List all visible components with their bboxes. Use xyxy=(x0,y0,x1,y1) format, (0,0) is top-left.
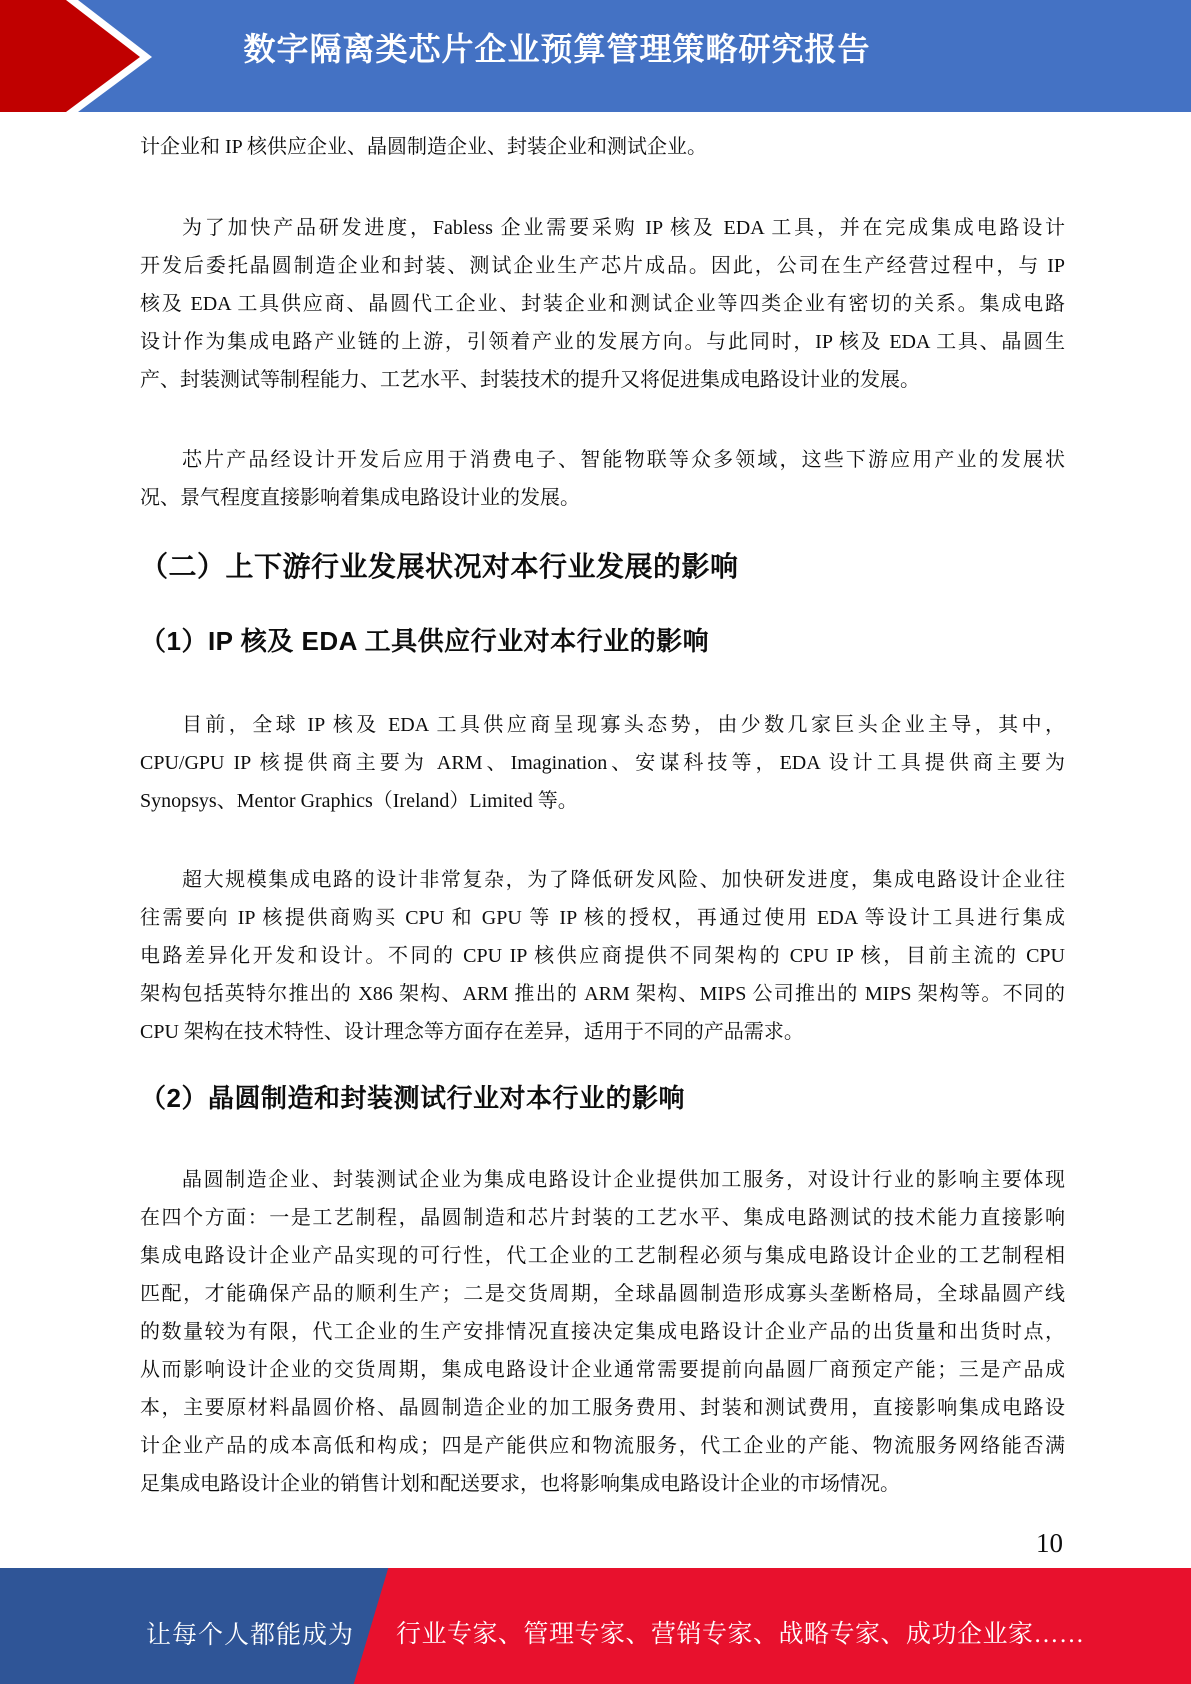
sub-heading: （2）晶圆制造和封装测试行业对本行业的影响 xyxy=(140,1083,685,1113)
body-line: 况、景气程度直接影响着集成电路设计业的发展。 xyxy=(140,487,580,509)
section-heading: （二）上下游行业发展状况对本行业发展的影响 xyxy=(140,551,739,582)
body-line: 在四个方面：一是工艺制程，晶圆制造和芯片封装的工艺水平、集成电路测试的技术能力直接影响 xyxy=(140,1207,1065,1229)
body-line: CPU/GPU IP 核提供商主要为 ARM、Imagination、安谋科技等，EDA 设计工具提供商主要为 xyxy=(140,752,1065,774)
body-line: 本，主要原材料晶圆价格、晶圆制造企业的加工服务费用、封装和测试费用，直接影响集成电路设 xyxy=(140,1397,1065,1419)
body-line: 匹配，才能确保产品的顺利生产；二是交货周期，全球晶圆制造形成寡头垄断格局，全球晶圆产线 xyxy=(140,1283,1065,1305)
body-line: 超大规模集成电路的设计非常复杂，为了降低研发风险、加快研发进度，集成电路设计企业往 xyxy=(182,869,1065,891)
body-line: CPU 架构在技术特性、设计理念等方面存在差异，适用于不同的产品需求。 xyxy=(140,1021,804,1043)
body-line: 目前，全球 IP 核及 EDA 工具供应商呈现寡头态势，由少数几家巨头企业主导，其中， xyxy=(182,714,1065,736)
paragraph xyxy=(140,1161,1065,1503)
document-body xyxy=(140,112,1065,1558)
body-line: 往需要向 IP 核提供商购买 CPU 和 GPU 等 IP 核的授权，再通过使用 EDA 等设计工具进行集成 xyxy=(140,907,1065,929)
paragraph xyxy=(140,209,1065,399)
body-line: 从而影响设计企业的交货周期，集成电路设计企业通常需要提前向晶圆厂商预定产能；三是产品成 xyxy=(140,1359,1065,1381)
body-line: 集成电路设计企业产品实现的可行性，代工企业的工艺制程必须与集成电路设计企业的工艺制程相 xyxy=(140,1245,1065,1267)
red-chevron-arrow-icon xyxy=(0,0,170,112)
body-line: Synopsys、Mentor Graphics（Ireland）Limited 等。 xyxy=(140,790,578,812)
body-line: 核及 EDA 工具供应商、晶圆代工企业、封装企业和测试企业等四类企业有密切的关系。集成电路 xyxy=(140,293,1065,315)
body-line: 电路差异化开发和设计。不同的 CPU IP 核供应商提供不同架构的 CPU IP 核，目前主流的 CPU xyxy=(140,945,1065,967)
body-line: 晶圆制造企业、封装测试企业为集成电路设计企业提供加工服务，对设计行业的影响主要体现 xyxy=(182,1169,1065,1191)
paragraph xyxy=(140,128,1065,166)
report-title: 数字隔离类芯片企业预算管理策略研究报告 xyxy=(243,31,871,67)
page-number: 10 xyxy=(1036,1528,1063,1558)
body-line: 的数量较为有限，代工企业的生产安排情况直接决定集成电路设计企业产品的出货量和出货时点， xyxy=(140,1321,1065,1343)
footer-slogan-left: 让每个人都能成为 xyxy=(146,1622,355,1649)
body-line: 为了加快产品研发进度，Fabless 企业需要采购 IP 核及 EDA 工具，并在完成集成电路设计 xyxy=(182,217,1065,239)
body-line: 设计作为集成电路产业链的上游，引领着产业的发展方向。与此同时，IP 核及 EDA 工具、晶圆生 xyxy=(140,331,1065,353)
body-line: 计企业产品的成本高低和构成；四是产能供应和物流服务，代工企业的产能、物流服务网络能否满 xyxy=(140,1435,1065,1457)
sub-heading: （1）IP 核及 EDA 工具供应行业对本行业的影响 xyxy=(140,626,710,656)
footer-slogan-right: 行业专家、管理专家、营销专家、战略专家、成功企业家…… xyxy=(396,1621,1085,1648)
body-line: 足集成电路设计企业的销售计划和配送要求，也将影响集成电路设计企业的市场情况。 xyxy=(140,1473,900,1495)
header-band xyxy=(0,0,1191,112)
body-line: 芯片产品经设计开发后应用于消费电子、智能物联等众多领域，这些下游应用产业的发展状 xyxy=(182,449,1065,471)
paragraph xyxy=(140,861,1065,1051)
body-line: 产、封装测试等制程能力、工艺水平、封装技术的提升又将促进集成电路设计业的发展。 xyxy=(140,369,920,391)
body-line: 开发后委托晶圆制造企业和封装、测试企业生产芯片成品。因此，公司在生产经营过程中，与 IP xyxy=(140,255,1065,277)
paragraph xyxy=(140,441,1065,517)
paragraph xyxy=(140,706,1065,820)
footer-band xyxy=(0,1568,1191,1684)
body-line: 架构包括英特尔推出的 X86 架构、ARM 推出的 ARM 架构、MIPS 公司推出的 MIPS 架构等。不同的 xyxy=(140,983,1065,1005)
body-line: 计企业和 IP 核供应企业、晶圆制造企业、封装企业和测试企业。 xyxy=(140,136,708,158)
